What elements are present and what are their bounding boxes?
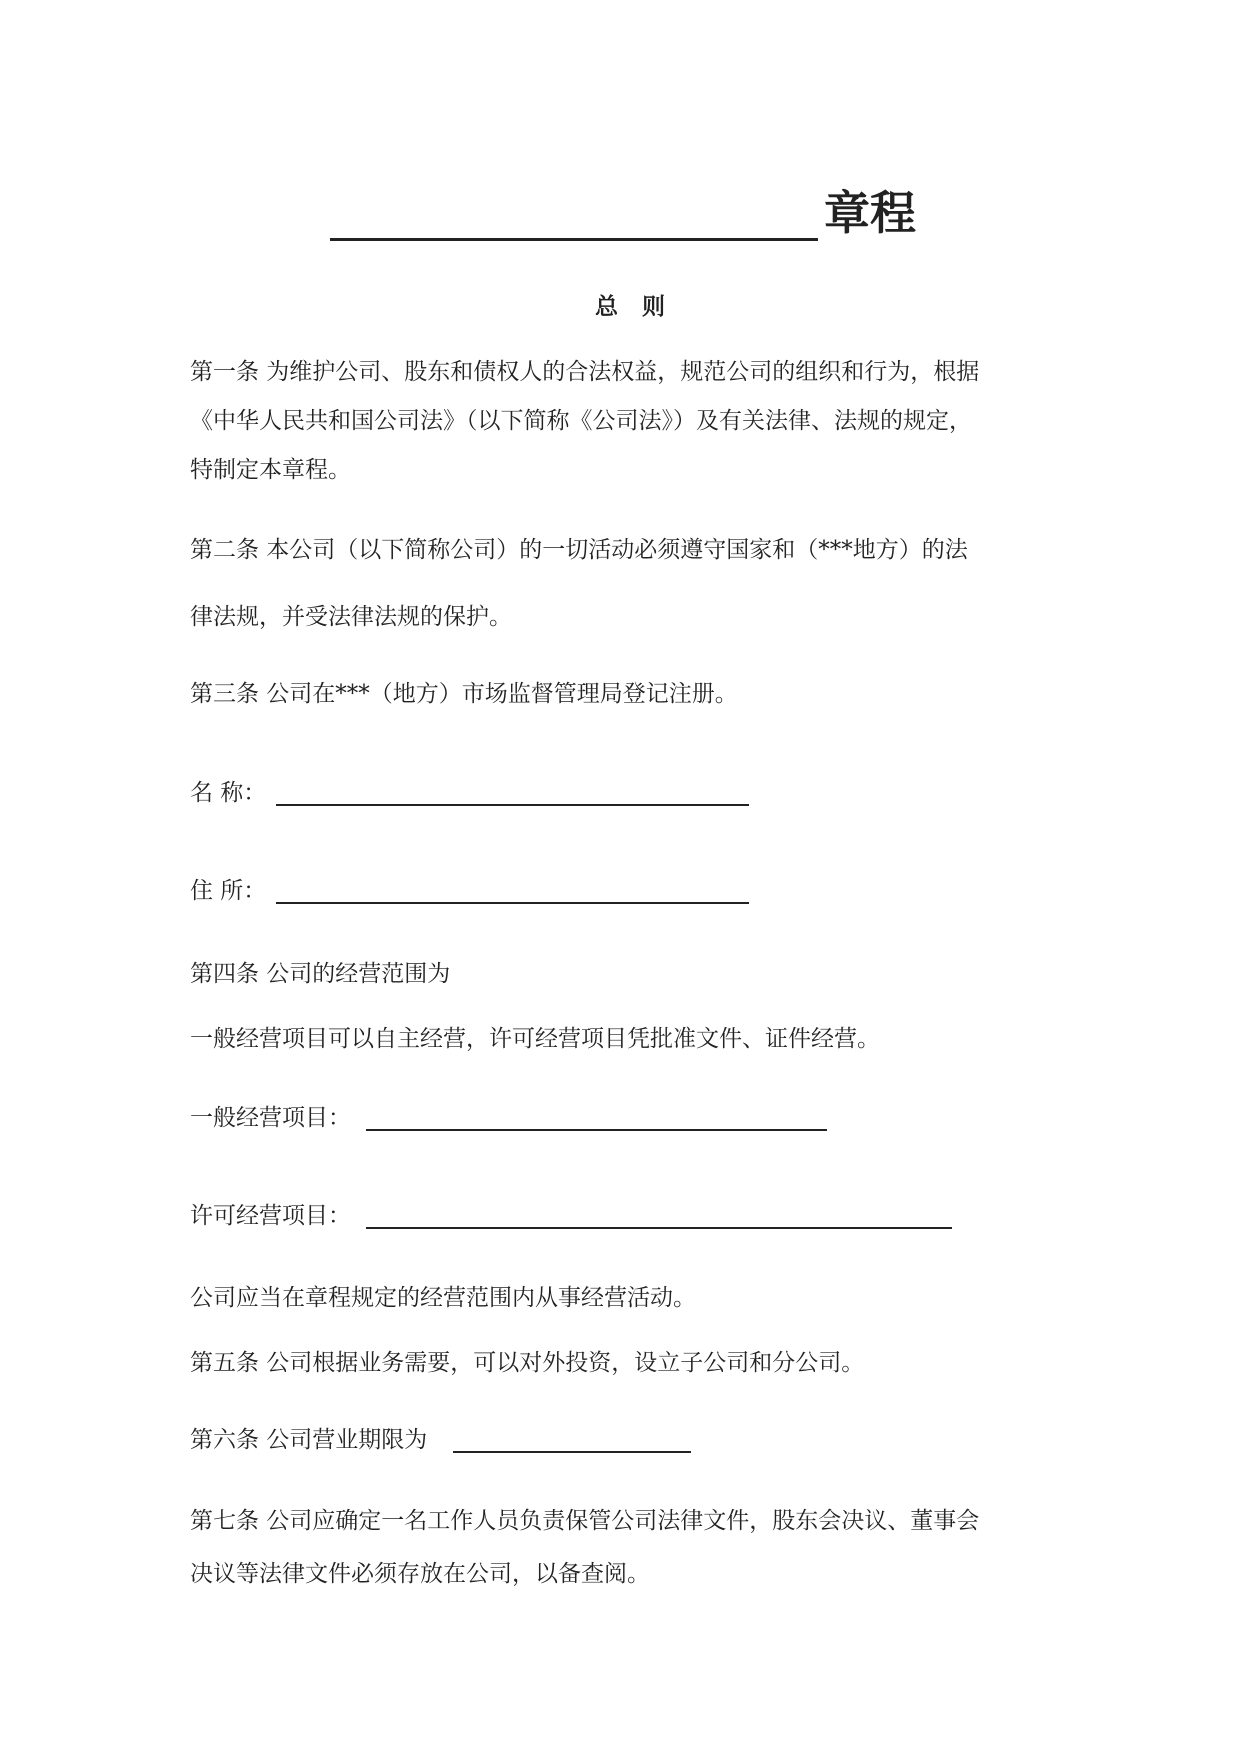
general-items-field	[190, 1101, 351, 1135]
general-items-label: 一般经营项目：	[190, 1105, 351, 1131]
article-3-line: 第三条 公司在***（地方）市场监督管理局登记注册。	[190, 681, 738, 707]
term-blank-line	[453, 1451, 691, 1453]
article-7-line-1: 第七条 公司应确定一名工作人员负责保管公司法律文件，股东会决议、董事会	[190, 1508, 980, 1534]
article-1-line-3: 特制定本章程。	[190, 457, 351, 483]
article-2-line-1: 第二条 本公司（以下简称公司）的一切活动必须遵守国家和（***地方）的法	[190, 537, 968, 563]
address-blank-line	[276, 902, 749, 904]
article-1-line-1: 第一条 为维护公司、股东和债权人的合法权益，规范公司的组织和行为，根据	[190, 359, 980, 385]
name-blank-line	[276, 804, 749, 806]
article-7-line-2: 决议等法律文件必须存放在公司，以备查阅。	[190, 1561, 650, 1587]
general-items-blank-line	[366, 1129, 827, 1131]
licensed-items-blank-line	[366, 1227, 952, 1229]
address-label: 住 所：	[190, 878, 267, 904]
name-label: 名 称：	[190, 780, 267, 806]
title-blank-line	[330, 238, 818, 241]
article-4-line-2: 一般经营项目可以自主经营，许可经营项目凭批准文件、证件经营。	[190, 1026, 880, 1052]
name-field	[190, 776, 266, 810]
article-1-line-2: 《中华人民共和国公司法》（以下简称《公司法》）及有关法律、法规的规定，	[190, 408, 972, 434]
article-2-line-2: 律法规，并受法律法规的保护。	[190, 604, 512, 630]
term-field	[190, 1423, 427, 1457]
address-field	[190, 874, 266, 908]
article-5-line: 第五条 公司根据业务需要，可以对外投资，设立子公司和分公司。	[190, 1350, 865, 1376]
section-heading: 总 则	[595, 294, 674, 320]
article-4-line-1: 第四条 公司的经营范围为	[190, 961, 451, 987]
licensed-items-field	[190, 1199, 351, 1233]
title-suffix: 章程	[824, 186, 916, 240]
term-label: 第六条 公司营业期限为	[190, 1427, 428, 1453]
scope-note-line: 公司应当在章程规定的经营范围内从事经营活动。	[190, 1285, 696, 1311]
licensed-items-label: 许可经营项目：	[190, 1203, 351, 1229]
